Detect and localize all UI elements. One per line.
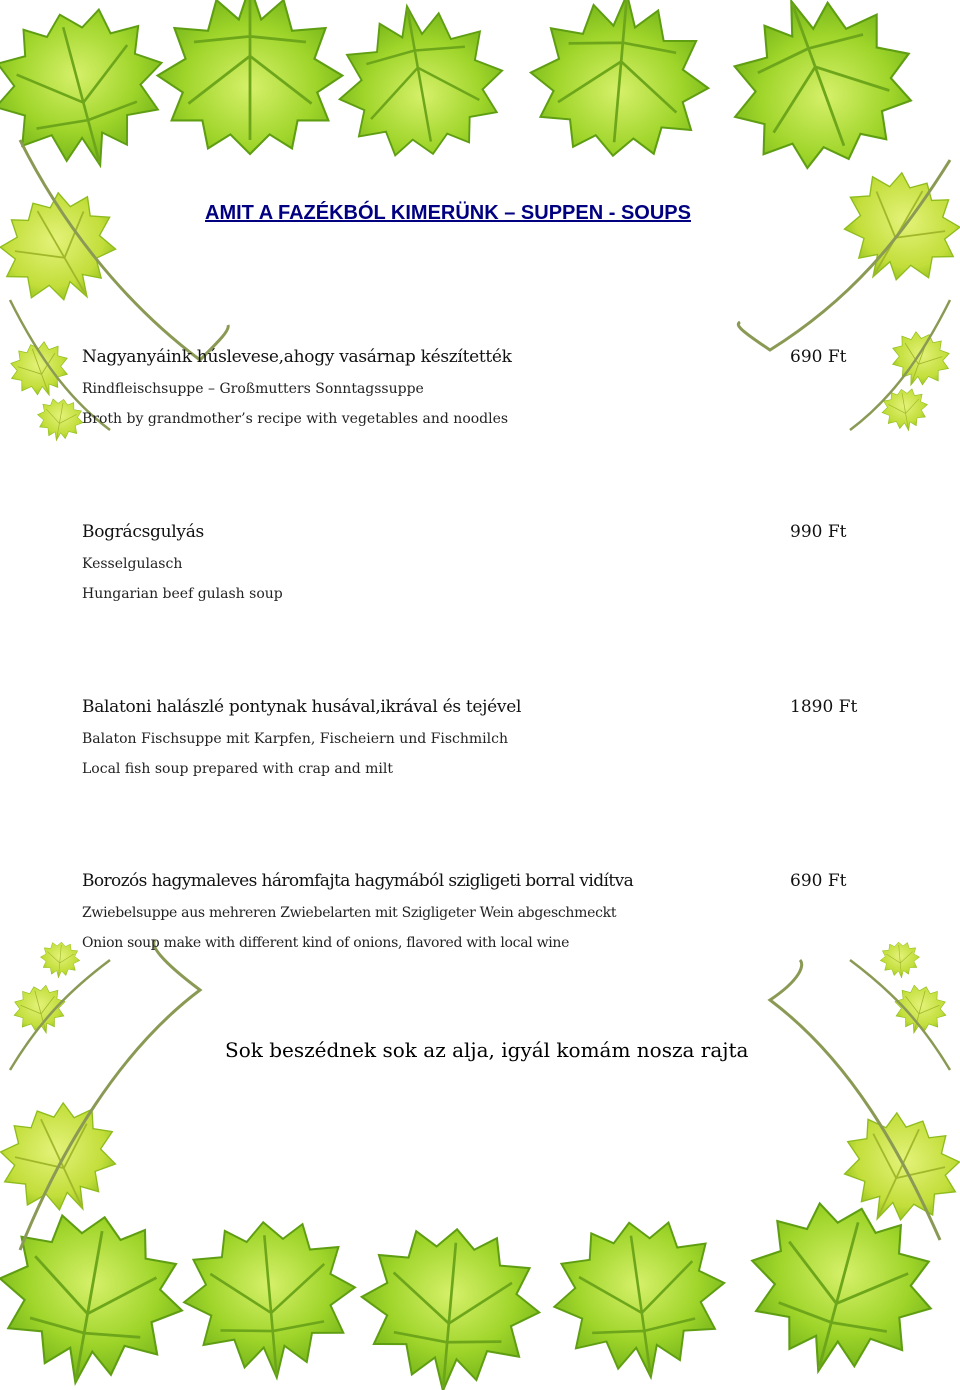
item-price: 690 Ft: [790, 347, 847, 367]
item-name: Borozós hagymaleves háromfajta hagymából szigligeti borral vidítva: [82, 871, 634, 891]
menu-item: [82, 520, 872, 604]
item-german: Kesselgulasch: [82, 556, 183, 572]
item-name: Nagyanyáink húslevese,ahogy vasárnap készítették: [82, 347, 512, 367]
menu-item: [82, 345, 872, 429]
item-name: Bográcsgulyás: [82, 522, 204, 542]
item-name: Balatoni halászlé pontynak husával,ikrával és tejével: [82, 697, 522, 717]
item-price: 990 Ft: [790, 522, 847, 542]
item-price: 1890 Ft: [790, 697, 858, 717]
item-price: 690 Ft: [790, 871, 847, 891]
item-german: Zwiebelsuppe aus mehreren Zwiebelarten mit Szigligeter Wein abgeschmeckt: [82, 905, 617, 921]
item-german: Rindfleischsuppe – Großmutters Sonntagssuppe: [82, 381, 424, 397]
item-english: Local fish soup prepared with crap and milt: [82, 761, 393, 777]
item-english: Broth by grandmother’s recipe with vegetables and noodles: [82, 411, 509, 427]
menu-title: AMIT A FAZÉKBÓL KIMERÜNK – SUPPEN - SOUPS: [205, 202, 691, 224]
menu-item: [82, 869, 872, 953]
footer-proverb: Sok beszédnek sok az alja, igyál komám nosza rajta: [225, 1038, 749, 1062]
item-english: Hungarian beef gulash soup: [82, 586, 283, 602]
item-german: Balaton Fischsuppe mit Karpfen, Fischeiern und Fischmilch: [82, 731, 508, 747]
item-english: Onion soup make with different kind of onions, flavored with local wine: [82, 935, 570, 951]
menu-item: [82, 695, 872, 779]
